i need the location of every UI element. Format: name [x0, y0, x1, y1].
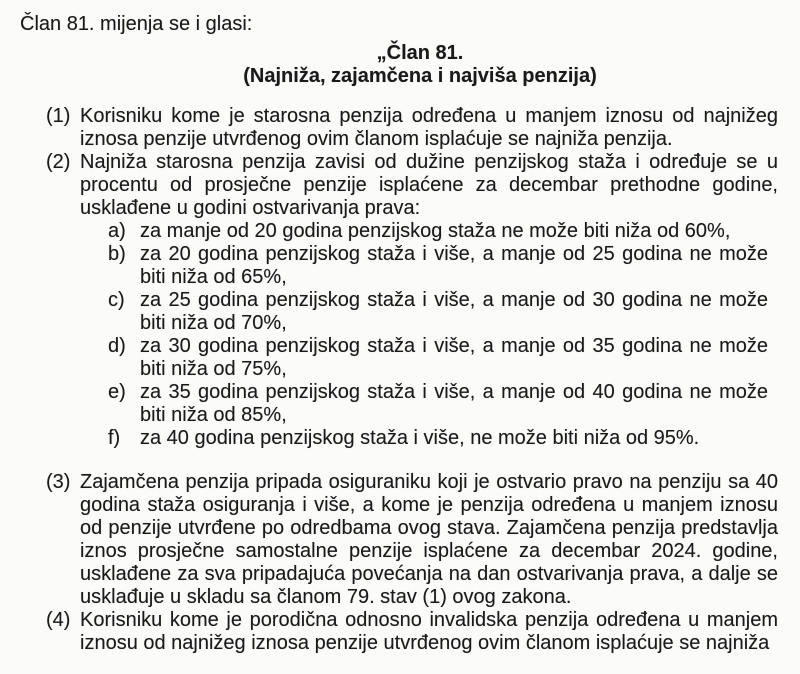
list-item-label: a)	[108, 220, 126, 242]
paragraph-number: (4)	[46, 609, 71, 631]
list-item-b	[108, 243, 800, 289]
paragraph-4	[46, 609, 800, 655]
list-item-e	[108, 381, 800, 427]
paragraph-text: Najniža starosna penzija zavisi od dužine penzijskog staža i određuje se u procentu od prosječne penzije isplaćene za decembar prethodne godine, usklađene u godini ostvarivanja prava:	[80, 151, 778, 219]
paragraph-1	[46, 105, 800, 151]
list-item-d	[108, 335, 800, 381]
list-item-label: e)	[108, 381, 126, 403]
document-page	[0, 13, 800, 655]
list-item-text: za 20 godina penzijskog staža i više, a manje od 25 godina ne može biti niža od 65%,	[140, 243, 768, 288]
paragraph-3	[46, 471, 800, 609]
paragraph-number: (2)	[46, 151, 71, 173]
article-heading	[58, 42, 782, 88]
list-item-label: b)	[108, 243, 126, 265]
article-title-heading: (Najniža, zajamčena i najviša penzija)	[243, 65, 597, 87]
list-item-a	[108, 220, 800, 243]
list-item-f	[108, 427, 800, 450]
list-item-text: za 30 godina penzijskog staža i više, a manje od 35 godina ne može biti niža od 75%,	[140, 335, 768, 380]
paragraph-number: (1)	[46, 105, 71, 127]
amendment-intro-text: Član 81. mijenja se i glasi:	[20, 13, 253, 35]
list-item-label: c)	[108, 289, 125, 311]
paragraph-number: (3)	[46, 471, 71, 493]
pension-minimum-percentage-list	[0, 220, 800, 450]
list-item-text: za 25 godina penzijskog staža i više, a manje od 30 godina ne može biti niža od 70%,	[140, 289, 768, 334]
list-item-text: za 35 godina penzijskog staža i više, a manje od 40 godina ne može biti niža od 85%,	[140, 381, 768, 426]
paragraph-text: Zajamčena penzija pripada osiguraniku koji je ostvario pravo na penziju sa 40 godina staža osiguranja i više, a kome je penzija određena u manjem iznosu od penzije utvrđene po odredbama ovog stava. Zajamčena penzija predstavlja iznos prosječne samostalne penzije isplaćene za decembar 2024. godine, usklađene za sva pripadajuća povećanja na dan ostvarivanja prava, a dalje se usklađuje u skladu sa članom 79. stav (1) ovog zakona.	[80, 471, 778, 608]
list-item-text: za manje od 20 godina penzijskog staža ne može biti niža od 60%,	[140, 220, 731, 242]
paragraph-2	[46, 151, 800, 220]
list-item-text: za 40 godina penzijskog staža i više, ne može biti niža od 95%.	[140, 427, 700, 449]
list-item-label: d)	[108, 335, 126, 357]
article-number-heading: „Član 81.	[376, 42, 464, 64]
list-item-c	[108, 289, 800, 335]
paragraph-text: Korisniku kome je starosna penzija određena u manjem iznosu od najnižeg iznosa penzije utvrđenog ovim članom isplaćuje se najniža penzija.	[80, 105, 778, 150]
paragraph-text: Korisniku kome je porodična odnosno invalidska penzija određena u manjem iznosu od najnižeg iznosa penzije utvrđenog ovim članom isplaćuje se najniža	[80, 609, 778, 654]
list-item-label: f)	[108, 427, 121, 449]
